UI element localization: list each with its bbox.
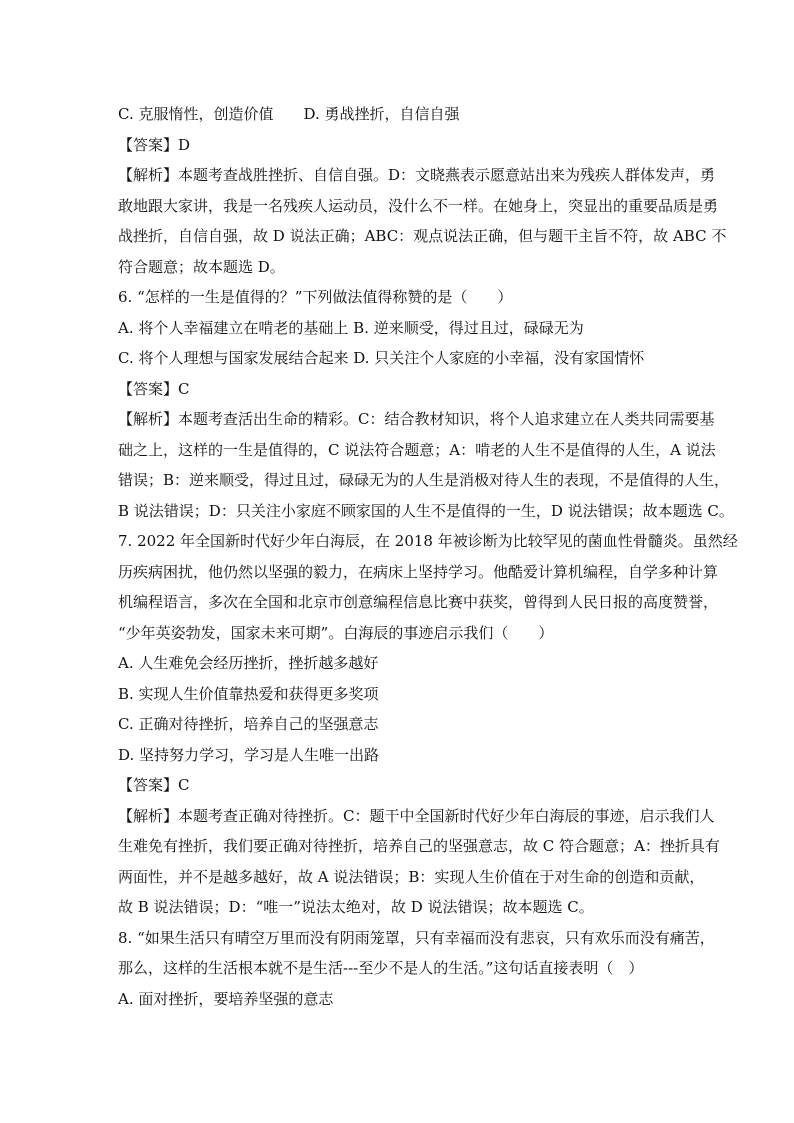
question-7-stem-line-1: 7. 2022 年全国新时代好少年白海辰，在 2018 年被诊断为比较罕见的菌血性骨髓炎。虽然经 — [118, 532, 738, 550]
question-6-options-ab: A. 将个人幸福建立在啃老的基础上 B. 逆来顺受，得过且过，碌碌无为 — [118, 318, 584, 337]
answer-q6: 【答案】C — [118, 379, 190, 398]
analysis-q5-line-2: 敢地跟大家讲，我是一名残疾人运动员，没什么不一样。在她身上，突显出的重要品质是勇 — [118, 196, 719, 215]
answer-q5: 【答案】D — [118, 135, 191, 154]
analysis-q5-line-3: 战挫折，自信自强，故 D 说法正确；ABC：观点说法正确，但与题干主旨不符，故 ABC 不 — [118, 227, 727, 245]
analysis-q6-line-1: 【解析】本题考查活出生命的精彩。C：结合教材知识，将个人追求建立在人类共同需要基 — [118, 410, 715, 428]
analysis-q7-line-2: 生难免有挫折，我们要正确对待挫折，培养自己的坚强意志，故 C 符合题意；A：挫折具有 — [118, 837, 720, 855]
analysis-q6-line-4: B 说法错误；D：只关注小家庭不顾家国的人生不是值得的一生，D 说法错误；故本题选 C。 — [118, 501, 734, 520]
analysis-q7-line-1: 【解析】本题考查正确对待挫折。C：题干中全国新时代好少年白海辰的事迹，启示我们人 — [118, 806, 715, 825]
question-7-stem-line-4: “少年英姿勃发，国家未来可期”。白海辰的事迹启示我们（ ） — [118, 623, 554, 642]
analysis-q6-line-3: 错误；B：逆来顺受，得过且过，碌碌无为的人生是消极对待人生的表现，不是值得的人生， — [118, 471, 730, 489]
analysis-q5-line-4: 符合题意；故本题选 D。 — [118, 257, 285, 276]
document-page — [118, 100, 738, 1013]
question-7-stem-line-2: 历疾病困扰，他仍然以坚强的毅力，在病床上坚持学习。他酷爱计算机编程，自学多种计算 — [118, 562, 719, 581]
analysis-q5-line-1: 【解析】本题考查战胜挫折、自信自强。D：文晓燕表示愿意站出来为残疾人群体发声，勇 — [118, 166, 716, 184]
question-7-stem-line-3: 机编程语言，多次在全国和北京市创意编程信息比赛中获奖，曾得到人民日报的高度赞誉， — [118, 593, 719, 611]
analysis-q6-line-2: 础之上，这样的一生是值得的，C 说法符合题意；A：啃老的人生不是值得的人生，A 说法 — [118, 440, 716, 459]
question-7-option-a: A. 人生难免会经历挫折，挫折越多越好 — [118, 654, 379, 672]
question-6-options-cd: C. 将个人理想与国家发展结合起来 D. 只关注个人家庭的小幸福，没有家国情怀 — [118, 349, 645, 367]
question-8-stem-line-2: 那么，这样的生活根本就不是生活---至少不是人的生活。”这句话直接表明（ ） — [118, 959, 644, 977]
question-6-stem: 6. “怎样的一生是值得的？”下列做法值得称赞的是（ ） — [118, 288, 513, 306]
question-7-option-d: D. 坚持努力学习，学习是人生唯一出路 — [118, 745, 380, 764]
question-8-option-a: A. 面对挫折，要培养坚强的意志 — [118, 989, 334, 1008]
question-7-option-b: B. 实现人生价值靠热爱和获得更多奖项 — [118, 684, 379, 703]
analysis-q7-line-4: 故 B 说法错误；D：“唯一”说法太绝对，故 D 说法错误；故本题选 C。 — [118, 898, 594, 916]
question-8-stem-line-1: 8. “如果生活只有晴空万里而没有阴雨笼罩，只有幸福而没有悲哀，只有欢乐而没有痛苦， — [118, 928, 715, 947]
answer-q7: 【答案】C — [118, 776, 190, 794]
option-line-cd-q5: C. 克服惰性，创造价值 D. 勇战挫折，自信自强 — [118, 105, 460, 123]
analysis-q7-line-3: 两面性，并不是越多越好，故 A 说法错误；B：实现人生价值在于对生命的创造和贡献， — [118, 867, 705, 886]
question-7-option-c: C. 正确对待挫折，培养自己的坚强意志 — [118, 715, 379, 733]
